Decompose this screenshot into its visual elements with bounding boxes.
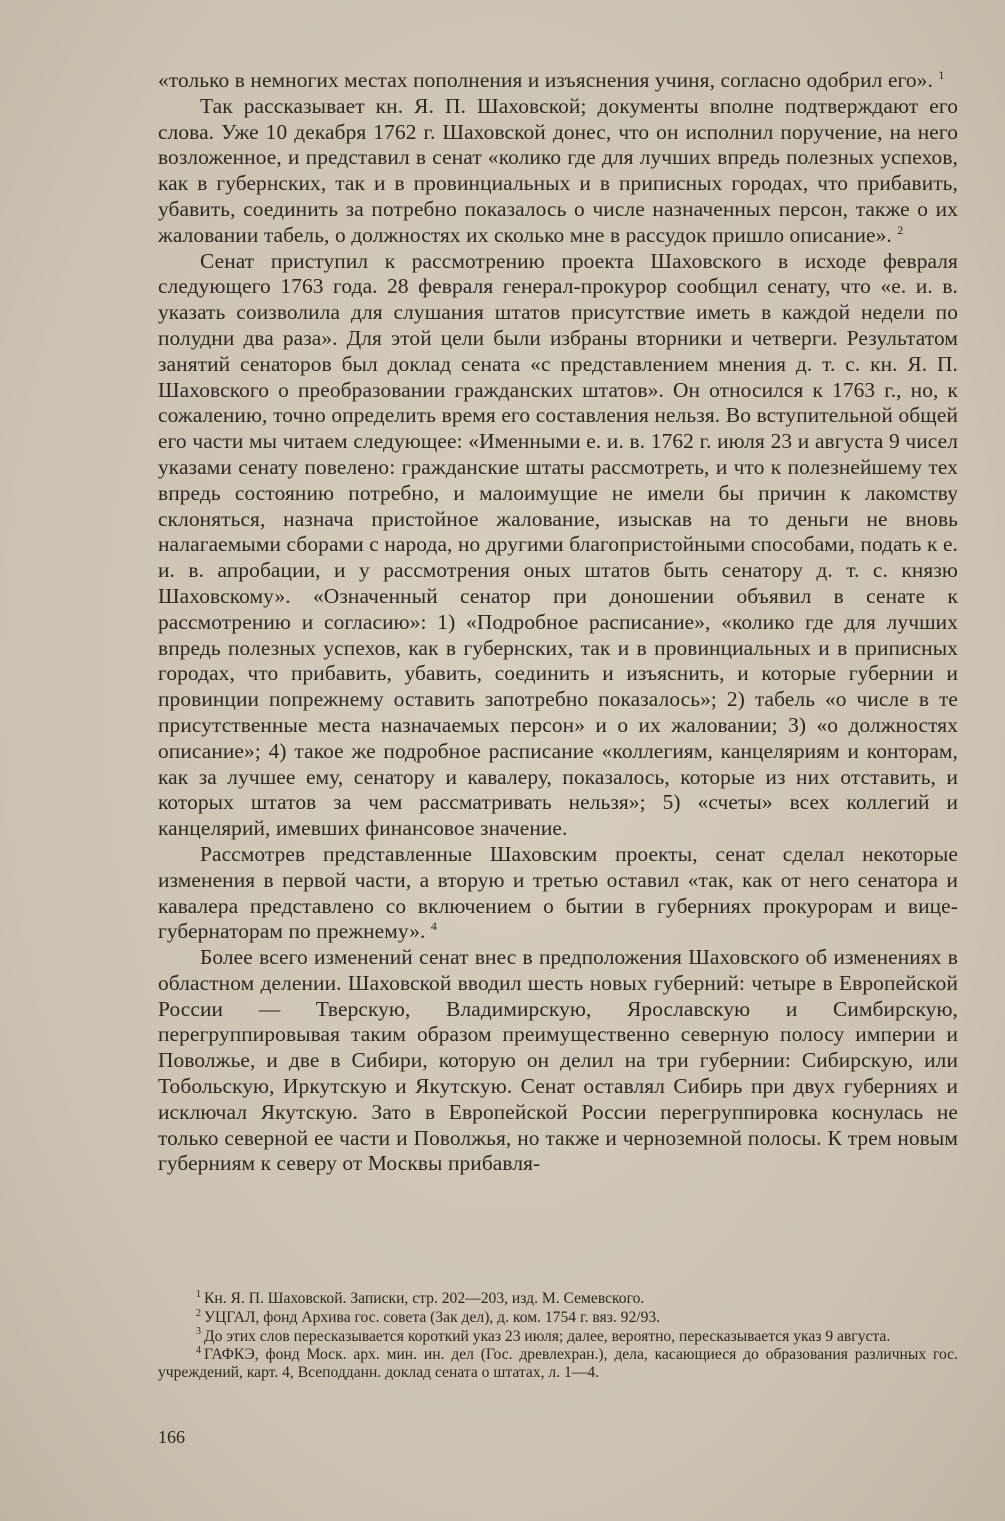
- paragraph-5: Более всего изменений сенат внес в предположения Шаховского об изменениях в областном делении. Шаховской вводил шесть новых губерний: четыре в Европейской России — Тверскую, Владимирскую, Ярославскую и Симбирскую, перегруппировывая таким образом преимущественно северную полосу империи и Поволжье, и две в Сибири, которую он делил на три губернии: Сибирскую, или Тобольскую, Иркутскую и Якутскую. Сенат оставлял Сибирь при двух губерниях и исключал Якутскую. Зато в Европейской России перегруппировка коснулась не только северной ее части и Поволжья, но также и черноземной полосы. К трем новым губерниям к северу от Москвы прибавля-: [158, 945, 958, 1176]
- paragraph-2: Так рассказывает кн. Я. П. Шаховской; документы вполне подтверждают его слова. Уже 10 декабря 1762 г. Шаховской донес, что он исполнил поручение, на него возложенное, и представил в сенат «колико где для лучших впредь полезных успехов, как в губернских, так и в провинциальных и в приписных городах, что прибавить, убавить, соединить за потребно показалось о числе назначенных персон, также о их жаловании табель, о должностях их сколько мне в рассудок пришло описание». $^2$: [158, 93, 958, 247]
- page-number: 166: [158, 1427, 185, 1447]
- footnotes: [158, 1290, 958, 1383]
- footnote-ref-1: 1: [938, 67, 945, 82]
- body-text: [158, 68, 958, 1177]
- paragraph-3: Сенат приступил к рассмотрению проекта Шаховского в исходе февраля следующего 1763 года. 28 февраля генерал-прокурор сообщил сенату, что «е. и. в. указать соизволила для слушания штатов присутствие иметь в каждой недели по полудни два раза». Для этой цели были избраны вторники и четверги. Результатом занятий сенаторов был доклад сената «с представлением мнения д. т. с. кн. Я. П. Шаховского о преобразовании гражданских штатов». Он относился к 1763 г., но, к сожалению, точно определить время его составления нельзя. Во вступительной общей его части мы читаем следующее: «Именными е. и. в. 1762 г. июля 23 и августа 9 чисел указами сенату повелено: гражданские штаты рассмотреть, и что к полезнейшему тех впредь состоянию потребно, и малоимущие не имели бы причин к лакомству склоняться, назнача пристойное жалование, изыскав на то деньги не вновь налагаемыми сборами с народа, но другими благопристойными способами, подать к е. и. в. апробации, и у рассмотрения оных штатов быть сенатору д. т. с. князю Шаховскому». «Означенный сенатор при доношении объявил в сенате к рассмотрению и согласию»: 1) «Подробное расписание», «колико где для лучших впредь полезных успехов, как в губернских, так и в провинциальных и в приписных городах, что прибавить, убавить, соединить и изъяснить, и которые губернии и провинции попрежнему оставить запотребно показалось»; 2) табель «о числе в те присутственные места назначаемых персон» и о их жаловании; 3) «о должностях описание»; 4) такое же подробное расписание «коллегиям, канцеляриям и конторам, как за лучшее ему, сенатору и кавалеру, показалось, которые из них отставить, и которых штатов за чем рассматривать нельзя»; 5) «счеты» всех коллегий и канцелярий, имевших финансовое значение.: [158, 248, 958, 841]
- footnote-4: $^4$ ГАФКЭ, фонд Моск. арх. мин. ин. дел (Гос. древлехран.), дела, касающиеся до образования различных гос. учреждений, карт. 4, Всеподданн. доклад сената о штатах, л. 1—4.: [158, 1345, 958, 1382]
- footnote-1: $^1$ Кн. Я. П. Шаховской. Записки, стр. 202—203, изд. М. Семевского.: [196, 1288, 645, 1307]
- paragraph-1: «только в немногих местах пополнения и изъяснения учиня, согласно одобрил его». $^1$: [158, 67, 945, 92]
- footnote-ref-2: 2: [897, 222, 904, 237]
- footnote-2: $^2$ УЦГАЛ, фонд Архива гос. совета (Зак дел), д. ком. 1754 г. вяз. 92/93.: [196, 1307, 661, 1326]
- footnote-ref-4: 4: [430, 919, 438, 934]
- footnote-3: $^3$ До этих слов пересказывается короткий указ 23 июля; далее, вероятно, пересказывается указ 9 августа.: [196, 1326, 891, 1345]
- paragraph-4: Рассмотрев представленные Шаховским проекты, сенат сделал некоторые изменения в первой части, а вторую и третью оставил «так, как от него сенатора и кавалера представлено со включением о бытии в губерниях прокурорам и вице-губернаторам по прежнему». $^4$: [158, 841, 958, 944]
